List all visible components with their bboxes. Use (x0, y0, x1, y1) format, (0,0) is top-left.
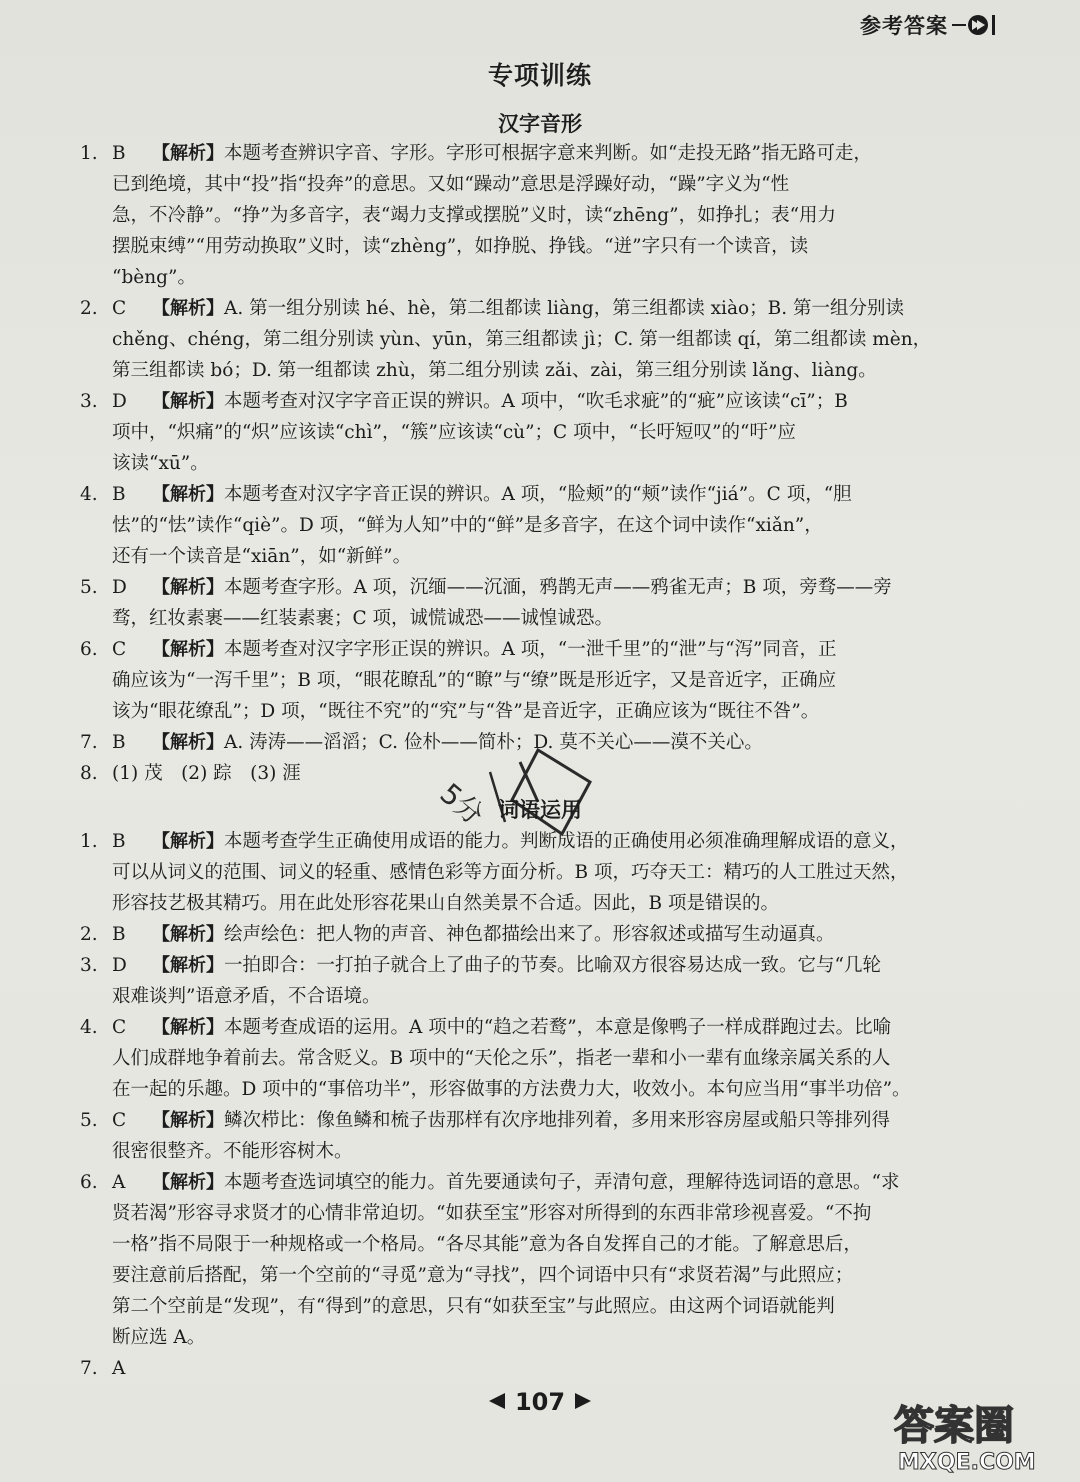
item-line: 该读“xū”。 (112, 453, 209, 474)
item-line: 贤若渴”形容寻求贤才的心情非常迫切。“如获至宝”形容对所得到的东西非常珍视喜爱。“不拘 (112, 1203, 872, 1224)
item-line: 一格”指不局限于一种规格或一个格局。“各尽其能”意为各自发挥自己的才能。了解意思后， (112, 1234, 862, 1255)
item-line: 摆脱束缚”“用劳动换取”义时，读“zhèng”，如挣脱、挣钱。“迸”字只有一个读音，读 (112, 236, 809, 257)
item-line: 艰难谈判”语意矛盾，不合语境。 (112, 986, 381, 1007)
item-number: 1. (80, 831, 98, 852)
watermark-logo (884, 1395, 1062, 1475)
item-number: 5. (80, 1110, 98, 1131)
answer-letter: C (112, 1110, 127, 1131)
item-line: 在一起的乐趣。D 项中的“事倍功半”，形容做事的方法费力大，收效小。本句应当用“事半功倍”。 (112, 1079, 911, 1100)
answer-letter: A (112, 1358, 126, 1379)
item-line: 本题考查学生正确使用成语的能力。判断成语的正确使用必须准确理解成语的意义， (224, 831, 909, 852)
item-line: 第三组都读 bó；D. 第一组都读 zhù，第二组分别读 zǎi、zài，第三组分别读 lǎng、liàng。 (112, 360, 877, 381)
item-line: 形容技艺极其精巧。用在此处形容花果山自然美景不合适。因此，B 项是错误的。 (112, 893, 779, 914)
watermark-domain: MXQE.COM (898, 1450, 1036, 1475)
list-item (80, 1105, 1000, 1167)
answer-letter: D (112, 577, 127, 598)
page-title: 专项训练 (487, 61, 592, 90)
item-number: 3. (80, 955, 98, 976)
answer-letter: C (112, 1017, 127, 1038)
item-line: 第二个空前是“发现”，有“得到”的意思，只有“如获至宝”与此照应。由这两个词语就能判 (112, 1296, 835, 1317)
handwritten-score: 5分 (433, 776, 491, 832)
answer-letter: B (112, 732, 126, 753)
item-line: 该为“眼花缭乱”；D 项，“既往不究”的“究”与“咎”是音近字，正确应该为“既往不咎”。 (112, 701, 820, 722)
analysis-tag: 【解析】 (152, 577, 224, 598)
list-item (80, 919, 1000, 950)
item-number: 4. (80, 484, 98, 505)
answer-letter: A (112, 1172, 126, 1193)
section-heading-ciyu: 词语运用 (498, 798, 582, 822)
section-ciyu-list (80, 826, 1000, 1384)
list-item (80, 572, 1000, 634)
item-line: A. 涛涛——滔滔；C. 俭朴——简朴；D. 莫不关心——漠不关心。 (224, 732, 763, 753)
item-line: A. 第一组分别读 hé、hè，第二组都读 liàng，第三组都读 xiào；B. 第一组分别读 (224, 298, 904, 319)
answer-letter: D (112, 391, 127, 412)
list-item (80, 386, 1000, 479)
item-line: 还有一个读音是“xiān”，如“新鲜”。 (112, 546, 412, 567)
triangle-left-icon (485, 1389, 507, 1417)
analysis-tag: 【解析】 (152, 143, 224, 164)
item-number: 2. (80, 298, 98, 319)
answer-letter: C (112, 639, 127, 660)
item-line: 本题考查对汉字字音正误的辨识。A 项中，“吹毛求疵”的“疵”应该读“cī”；B (224, 391, 848, 412)
section-heading-hanzi: 汉字音形 (498, 112, 582, 136)
item-line: 本题考查成语的运用。A 项中的“趋之若鹜”，本意是像鸭子一样成群跑过去。比喻 (224, 1017, 892, 1038)
analysis-tag: 【解析】 (152, 391, 224, 412)
analysis-tag: 【解析】 (152, 484, 224, 505)
list-item (80, 138, 1000, 293)
item-number: 1. (80, 143, 98, 164)
analysis-tag: 【解析】 (152, 955, 224, 976)
item-line: 绘声绘色：把人物的声音、神色都描绘出来了。形容叙述或描写生动逼真。 (224, 924, 835, 945)
header (860, 10, 998, 40)
list-item (80, 479, 1000, 572)
item-line: 人们成群地争着前去。常含贬义。B 项中的“天伦之乐”，指老一辈和小一辈有血缘亲属关系的人 (112, 1048, 891, 1069)
item-number: 8. (80, 763, 98, 784)
list-item (80, 1353, 1000, 1384)
item-line: 本题考查对汉字字形正误的辨识。A 项，“一泄千里”的“泄”与“泻”同音，正 (224, 639, 837, 660)
item-line: 急，不冷静”。“挣”为多音字，表“竭力支撑或摆脱”义时，读“zhēng”，如挣扎；表“用力 (112, 205, 837, 226)
list-item (80, 950, 1000, 1012)
item-line: 一拍即合：一打拍子就合上了曲子的节奏。比喻双方很容易达成一致。它与“几轮 (224, 955, 881, 976)
item-line: 骛，红妆素裹——红装素裹；C 项，诚慌诚恐——诚惶诚恐。 (112, 608, 614, 629)
list-item (80, 1167, 1000, 1353)
analysis-tag: 【解析】 (152, 298, 224, 319)
answer-letter: C (112, 298, 127, 319)
item-line: (1) 茂 (2) 踪 (3) 涯 (112, 763, 301, 784)
list-item (80, 826, 1000, 919)
item-line: 已到绝境，其中“投”指“投奔”的意思。又如“躁动”意思是浮躁好动，“躁”字义为“性 (112, 174, 790, 195)
item-number: 7. (80, 732, 98, 753)
header-label: 参考答案 (860, 14, 948, 38)
item-number: 6. (80, 639, 98, 660)
item-number: 7. (80, 1358, 98, 1379)
answer-letter: B (112, 484, 126, 505)
analysis-tag: 【解析】 (152, 1172, 224, 1193)
item-line: “bèng”。 (112, 267, 196, 288)
item-number: 4. (80, 1017, 98, 1038)
item-line: 本题考查对汉字字音正误的辨识。A 项，“脸颊”的“颊”读作“jiá”。C 项，“胆 (224, 484, 852, 505)
answer-letter: B (112, 924, 126, 945)
item-number: 5. (80, 577, 98, 598)
answer-letter: B (112, 143, 126, 164)
answer-letter: B (112, 831, 126, 852)
item-number: 3. (80, 391, 98, 412)
item-number: 2. (80, 924, 98, 945)
arrow-badge-icon (952, 13, 998, 37)
section-hanzi-list (80, 138, 1000, 789)
item-line: 可以从词义的范围、词义的轻重、感情色彩等方面分析。B 项，巧夺天工：精巧的人工胜过天然， (112, 862, 909, 883)
page-number-text: 107 (514, 1388, 566, 1416)
item-line: 本题考查辨识字音、字形。字形可根据字意来判断。如“走投无路”指无路可走， (224, 143, 872, 164)
item-line: 断应选 A。 (112, 1327, 206, 1348)
analysis-tag: 【解析】 (152, 732, 224, 753)
item-line: 确应该为“一泻千里”；B 项，“眼花瞭乱”的“瞭”与“缭”既是形近字，又是音近字，正确应 (112, 670, 837, 691)
answer-letter: D (112, 955, 127, 976)
item-line: 很密很整齐。不能形容树木。 (112, 1141, 353, 1162)
item-line: chěng、chéng，第二组分别读 yùn、yūn，第三组都读 jì；C. 第一组都读 qí，第二组都读 mèn， (112, 329, 932, 350)
item-line: 要注意前后搭配，第一个空前的“寻觅”意为“寻找”，四个词语中只有“求贤若渴”与此照应； (112, 1265, 854, 1286)
list-item (80, 634, 1000, 727)
item-line: 项中，“炽痛”的“炽”应该读“chì”，“簇”应该读“cù”；C 项中，“长吁短叹”的“吁”应 (112, 422, 796, 443)
watermark-text: 答案圈 (894, 1403, 1014, 1449)
analysis-tag: 【解析】 (152, 639, 224, 660)
analysis-tag: 【解析】 (152, 924, 224, 945)
item-line: 怯”的“怯”读作“qiè”。D 项，“鲜为人知”中的“鲜”是多音字，在这个词中读作“xiǎn”， (112, 515, 823, 536)
analysis-tag: 【解析】 (152, 1017, 224, 1038)
analysis-tag: 【解析】 (152, 831, 224, 852)
item-line: 本题考查字形。A 项，沉缅——沉湎，鸦鹊无声——鸦雀无声；B 项，旁骛——旁 (224, 577, 892, 598)
item-line: 本题考查选词填空的能力。首先要通读句子，弄清句意，理解待选词语的意思。“求 (224, 1172, 900, 1193)
list-item (80, 1012, 1000, 1105)
triangle-right-icon (573, 1389, 595, 1417)
list-item (80, 293, 1000, 386)
item-number: 6. (80, 1172, 98, 1193)
item-line: 鳞次栉比：像鱼鳞和梳子齿那样有次序地排列着，多用来形容房屋或船只等排列得 (224, 1110, 891, 1131)
analysis-tag: 【解析】 (152, 1110, 224, 1131)
